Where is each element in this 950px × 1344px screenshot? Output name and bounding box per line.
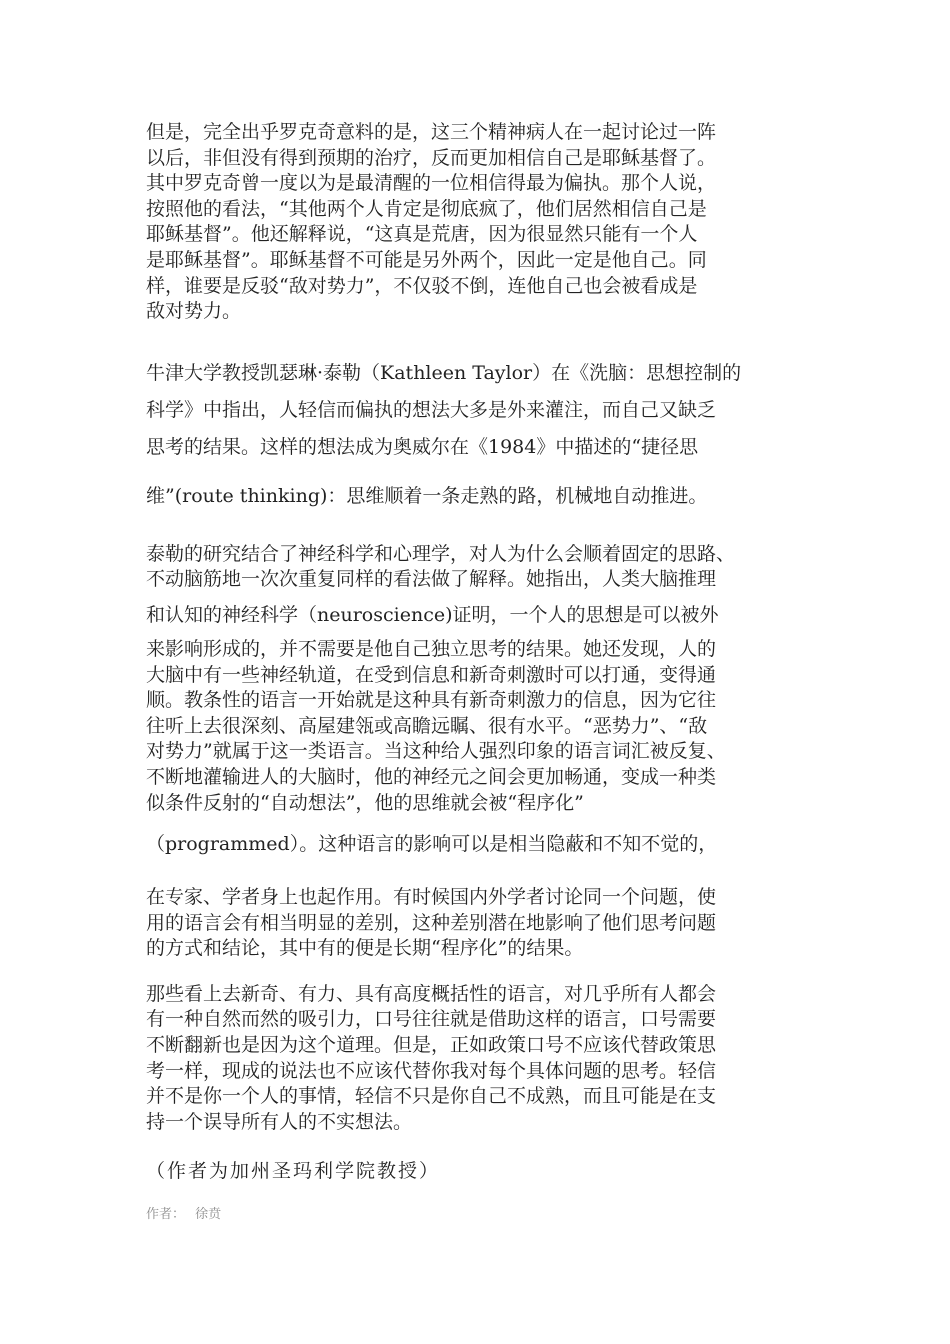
text-line: 思考的结果。这样的想法成为奥威尔在《1984》中描述的“捷径思: [146, 435, 699, 458]
text-line: 顺。教条性的语言一开始就是这种具有新奇刺激力的信息，因为它往: [146, 689, 717, 712]
text-line: 其中罗克奇曾一度以为是最清醒的一位相信得最为偏执。那个人说，: [146, 172, 717, 195]
text-line: 考一样，现成的说法也不应该代替你我对每个具体问题的思考。轻信: [146, 1059, 717, 1082]
author-meta: [146, 1203, 812, 1222]
text-line: 耶稣基督”。他还解释说，“这真是荒唐，因为很显然只能有一个人: [146, 223, 698, 246]
text-line: 持一个误导所有人的不实想法。: [146, 1110, 413, 1133]
text-line: 有一种自然而然的吸引力，口号往往就是借助这样的语言，口号需要: [146, 1008, 717, 1031]
paragraph-3: [146, 542, 812, 863]
text-line: 在专家、学者身上也起作用。有时候国内外学者讨论同一个问题，使: [146, 886, 717, 909]
text-line: （programmed）。这种语言的影响可以是相当隐蔽和不知不觉的，: [146, 833, 718, 856]
text-line: 维”(route thinking)：思维顺着一条走熟的路，机械地自动推进。: [146, 484, 708, 507]
text-line: 牛津大学教授凯瑟琳·泰勒（Kathleen Taylor）在《洗脑：思想控制的: [146, 361, 742, 384]
text-line: 那些看上去新奇、有力、具有高度概括性的语言，对几乎所有人都会: [146, 982, 717, 1005]
text-line: 但是，完全出乎罗克奇意料的是，这三个精神病人在一起讨论过一阵: [146, 121, 717, 143]
paragraph-2: [146, 355, 812, 515]
text-line: 敌对势力。: [146, 300, 242, 323]
text-line: 似条件反射的“自动想法”，他的思维就会被“程序化”: [146, 791, 584, 814]
text-line: 科学》中指出，人轻信而偏执的想法大多是外来灌注，而自己又缺乏: [146, 398, 717, 421]
text-line: 是耶稣基督”。耶稣基督不可能是另外两个，因此一定是他自己。同: [146, 248, 707, 271]
article-body: [146, 120, 812, 1222]
text-line: 来影响形成的，并不需要是他自己独立思考的结果。她还发现，人的: [146, 637, 717, 660]
text-line: 按照他的看法，“其他两个人肯定是彻底疯了，他们居然相信自己是: [146, 197, 707, 220]
text-line: 不断地灌输进人的大脑时，他的神经元之间会更加畅通，变成一种类: [146, 765, 717, 788]
paragraph-5: [146, 982, 812, 1136]
text-line: 大脑中有一些神经轨道，在受到信息和新奇刺激时可以打通，变得通: [146, 663, 717, 686]
author-label: 作者：: [146, 1207, 186, 1223]
text-line: 往听上去很深刻、高屋建瓴或高瞻远瞩、很有水平。“恶势力”、“敌: [146, 714, 708, 737]
author-affiliation: （作者为加州圣玛利学院教授）: [146, 1160, 441, 1183]
text-line: 对势力”就属于这一类语言。当这种给人强烈印象的语言词汇被反复、: [146, 740, 726, 763]
text-line: 不动脑筋地一次次重复同样的看法做了解释。她指出，人类大脑推理: [146, 568, 717, 591]
author-name: 徐贲: [195, 1207, 222, 1223]
text-line: 的方式和结论，其中有的便是长期“程序化”的结果。: [146, 937, 584, 960]
text-line: 和认知的神经科学（neuroscience)证明，一个人的思想是可以被外: [146, 603, 719, 626]
text-line: 用的语言会有相当明显的差别，这种差别潜在地影响了他们思考问题: [146, 911, 717, 934]
paragraph-4: [146, 885, 812, 962]
text-line: 并不是你一个人的事情，轻信不只是你自己不成熟，而且可能是在支: [146, 1085, 717, 1108]
text-line: 不断翻新也是因为这个道理。但是，正如政策口号不应该代替政策思: [146, 1034, 717, 1057]
text-line: 泰勒的研究结合了神经科学和心理学，对人为什么会顺着固定的思路、: [146, 542, 736, 565]
text-line: 以后，非但没有得到预期的治疗，反而更加相信自己是耶稣基督了。: [146, 146, 717, 169]
text-line: 样，谁要是反驳“敌对势力”，不仅驳不倒，连他自己也会被看成是: [146, 274, 698, 297]
paragraph-1: [146, 120, 812, 325]
